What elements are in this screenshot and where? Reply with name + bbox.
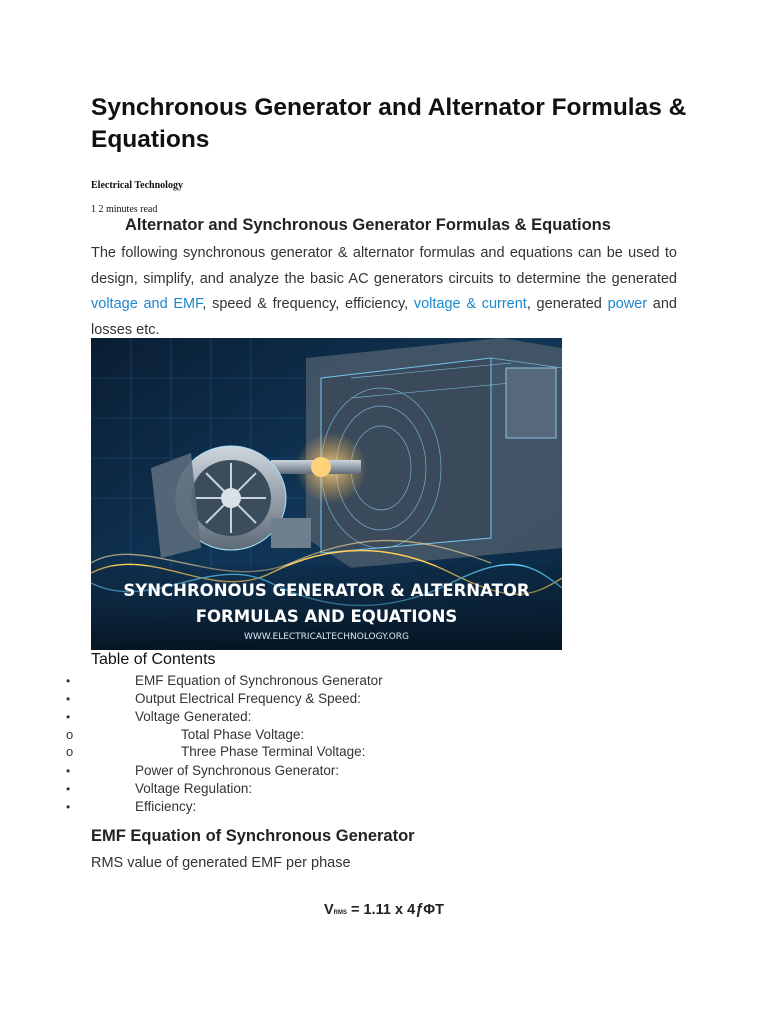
section-text: RMS value of generated EMF per phase xyxy=(91,855,351,871)
hero-caption-url: WWW.ELECTRICALTECHNOLOGY.ORG xyxy=(243,632,410,642)
toc-sub-bullet: o xyxy=(66,744,74,759)
voltage-current-link[interactable]: voltage & current xyxy=(413,296,527,312)
generator-illustration xyxy=(91,338,562,650)
author-link[interactable]: Electrical Technology xyxy=(91,180,183,191)
toc-item-label[interactable]: Total Phase Voltage: xyxy=(181,727,305,742)
page-title: Synchronous Generator and Alternator Formulas & Equations xyxy=(91,94,687,153)
intro-text-4: and losses etc. xyxy=(91,296,677,338)
toc-bullet: • xyxy=(66,674,71,688)
formula-f: ƒ xyxy=(415,902,424,918)
emf-formula xyxy=(0,902,768,918)
toc-item-label[interactable]: Three Phase Terminal Voltage: xyxy=(181,744,366,759)
toc-title: Table of Contents xyxy=(91,651,216,668)
toc-bullet: • xyxy=(66,710,71,724)
formula-v: V xyxy=(324,902,334,918)
hero-caption-line2: FORMULAS AND EQUATIONS xyxy=(195,607,458,626)
voltage-emf-link[interactable]: voltage and EMF xyxy=(91,296,203,312)
toc-item-label[interactable]: Voltage Generated: xyxy=(135,709,252,724)
toc-bullet: • xyxy=(66,782,71,796)
section-heading: EMF Equation of Synchronous Generator xyxy=(91,827,415,845)
intro-paragraph xyxy=(91,241,677,343)
toc-bullet: • xyxy=(66,764,71,778)
toc-item-label[interactable]: Voltage Regulation: xyxy=(135,781,253,796)
intro-text-1: The following synchronous generator & alternator formulas and equations can be used to design, simplify, and analyze the basic AC generators circuits to determine the generated xyxy=(91,245,677,287)
hero-image xyxy=(91,338,562,650)
toc-item-label[interactable]: Efficiency: xyxy=(135,799,197,814)
toc-sub-bullet: o xyxy=(66,727,74,742)
hero-caption-line1: SYNCHRONOUS GENERATOR & ALTERNATOR xyxy=(123,581,530,600)
toc-item-label[interactable]: Output Electrical Frequency & Speed: xyxy=(135,691,361,706)
intro-text-2: , speed & frequency, efficiency, xyxy=(202,296,414,312)
article-subtitle: Alternator and Synchronous Generator Formulas & Equations xyxy=(125,216,611,234)
toc-bullet: • xyxy=(66,800,71,814)
formula-rest: = 1.11 x 4 xyxy=(347,902,416,918)
formula-tail: ΦT xyxy=(423,902,444,918)
toc-item-label[interactable]: Power of Synchronous Generator: xyxy=(135,763,340,778)
power-link[interactable]: power xyxy=(607,296,648,312)
toc-bullet: • xyxy=(66,692,71,706)
read-time: 1 2 minutes read xyxy=(91,204,158,215)
formula-subscript: RMS xyxy=(333,910,348,916)
intro-text-3: , generated xyxy=(526,296,608,312)
toc-item-label[interactable]: EMF Equation of Synchronous Generator xyxy=(135,673,383,688)
